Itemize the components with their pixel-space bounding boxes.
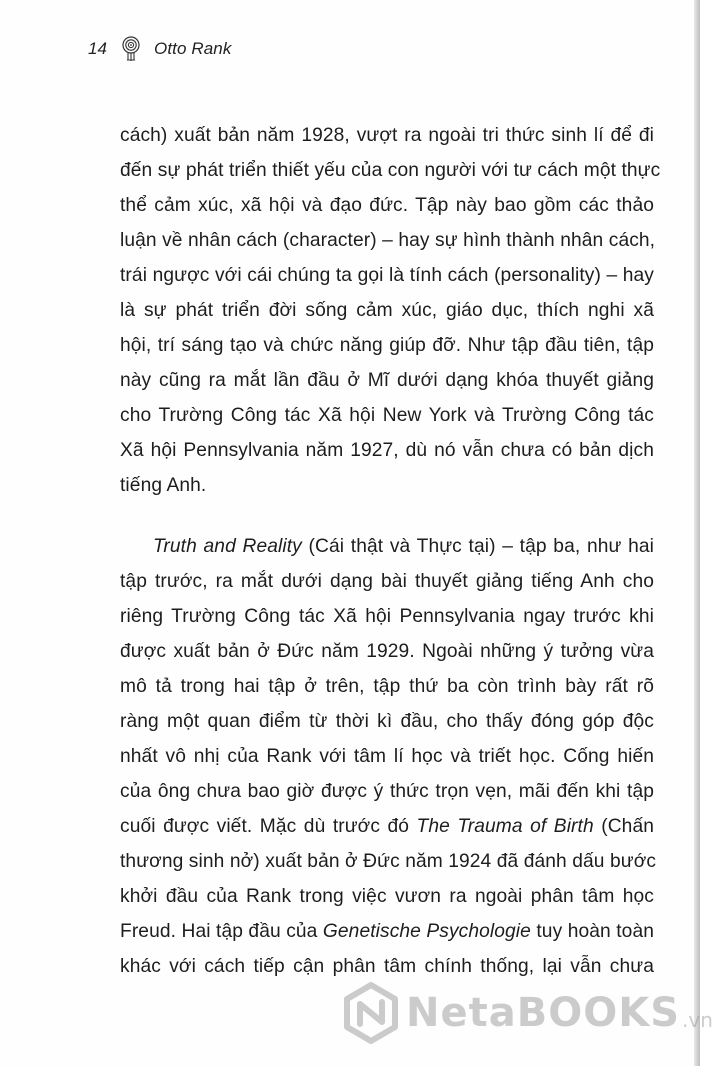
italic-title: Genetische Psychologie — [322, 921, 531, 942]
text-line: ràng một quan điểm từ thời kì đầu, cho thấy đóng góp độc — [120, 711, 654, 732]
text-line: hội, trí sáng tạo và chức năng giúp đỡ. Như tập đầu tiên, tập — [120, 335, 654, 356]
text-line: Freud. Hai tập đầu của Genetische Psychologie tuy hoàn toàn — [120, 921, 654, 942]
text-line: là sự phát triển đời sống cảm xúc, giáo dục, thích nghi xã — [120, 300, 654, 321]
text-line: tiếng Anh. — [120, 475, 207, 496]
italic-title: The Trauma of Birth — [416, 816, 594, 837]
running-header — [88, 34, 231, 64]
text-line: cuối được viết. Mặc dù trước đó The Trauma of Birth (Chấn — [120, 816, 654, 837]
watermark-tld: .vn — [682, 1008, 713, 1032]
watermark — [340, 978, 713, 1048]
text-line: thể cảm xúc, xã hội và đạo đức. Tập này bao gồm các thảo — [120, 195, 654, 216]
text-line: được xuất bản ở Đức năm 1929. Ngoài những ý tưởng vừa — [120, 641, 654, 662]
page-number: 14 — [88, 39, 107, 58]
text-line: Truth and Reality (Cái thật và Thực tại) – tập ba, như hai — [153, 536, 654, 557]
paragraph — [120, 118, 661, 503]
page-edge-shadow — [694, 0, 700, 1066]
text-line: khác với cách tiếp cận phân tâm chính thống, lại vẫn chưa — [120, 956, 654, 977]
text-line: này cũng ra mắt lần đầu ở Mĩ dưới dạng khóa thuyết giảng — [120, 370, 654, 391]
paragraph — [120, 529, 657, 984]
text-line: luận về nhân cách (character) – hay sự hình thành nhân cách, — [120, 230, 656, 251]
text-line: cho Trường Công tác Xã hội New York và Trường Công tác — [120, 405, 654, 426]
watermark-text: NetaBOOKS — [406, 990, 681, 1036]
text-line: đến sự phát triển thiết yếu của con người với tư cách một thực — [120, 160, 661, 181]
body-text — [120, 118, 661, 984]
text-line: trái ngược với cái chúng ta gọi là tính cách (personality) – hay — [120, 265, 654, 286]
text-line: mô tả trong hai tập ở trên, tập thứ ba còn trình bày rất rõ — [120, 676, 654, 697]
netabooks-logo-icon — [340, 982, 402, 1044]
text-line: khởi đầu của Rank trong việc vươn ra ngoài phân tâm học — [120, 886, 654, 907]
text-line: của ông chưa bao giờ được ý thức trọn vẹn, mãi đến khi tập — [120, 781, 654, 802]
text-line: riêng Trường Công tác Xã hội Pennsylvania ngay trước khi — [120, 606, 654, 627]
text-line: thương sinh nở) xuất bản ở Đức năm 1924 đã đánh dấu bước — [120, 851, 657, 872]
text-line: Xã hội Pennsylvania năm 1927, dù nó vẫn chưa có bản dịch — [120, 440, 654, 461]
text-line: nhất vô nhị của Rank với tâm lí học và triết học. Cống hiến — [120, 746, 654, 767]
italic-title: Truth and Reality — [153, 536, 302, 557]
running-title: Otto Rank — [154, 39, 232, 58]
text-line: cách) xuất bản năm 1928, vượt ra ngoài tri thức sinh lí để đi — [120, 125, 654, 146]
spiral-ornament-icon — [120, 36, 142, 62]
paragraph-gap — [120, 503, 654, 529]
text-line: tập trước, ra mắt dưới dạng bài thuyết giảng tiếng Anh cho — [120, 571, 654, 592]
